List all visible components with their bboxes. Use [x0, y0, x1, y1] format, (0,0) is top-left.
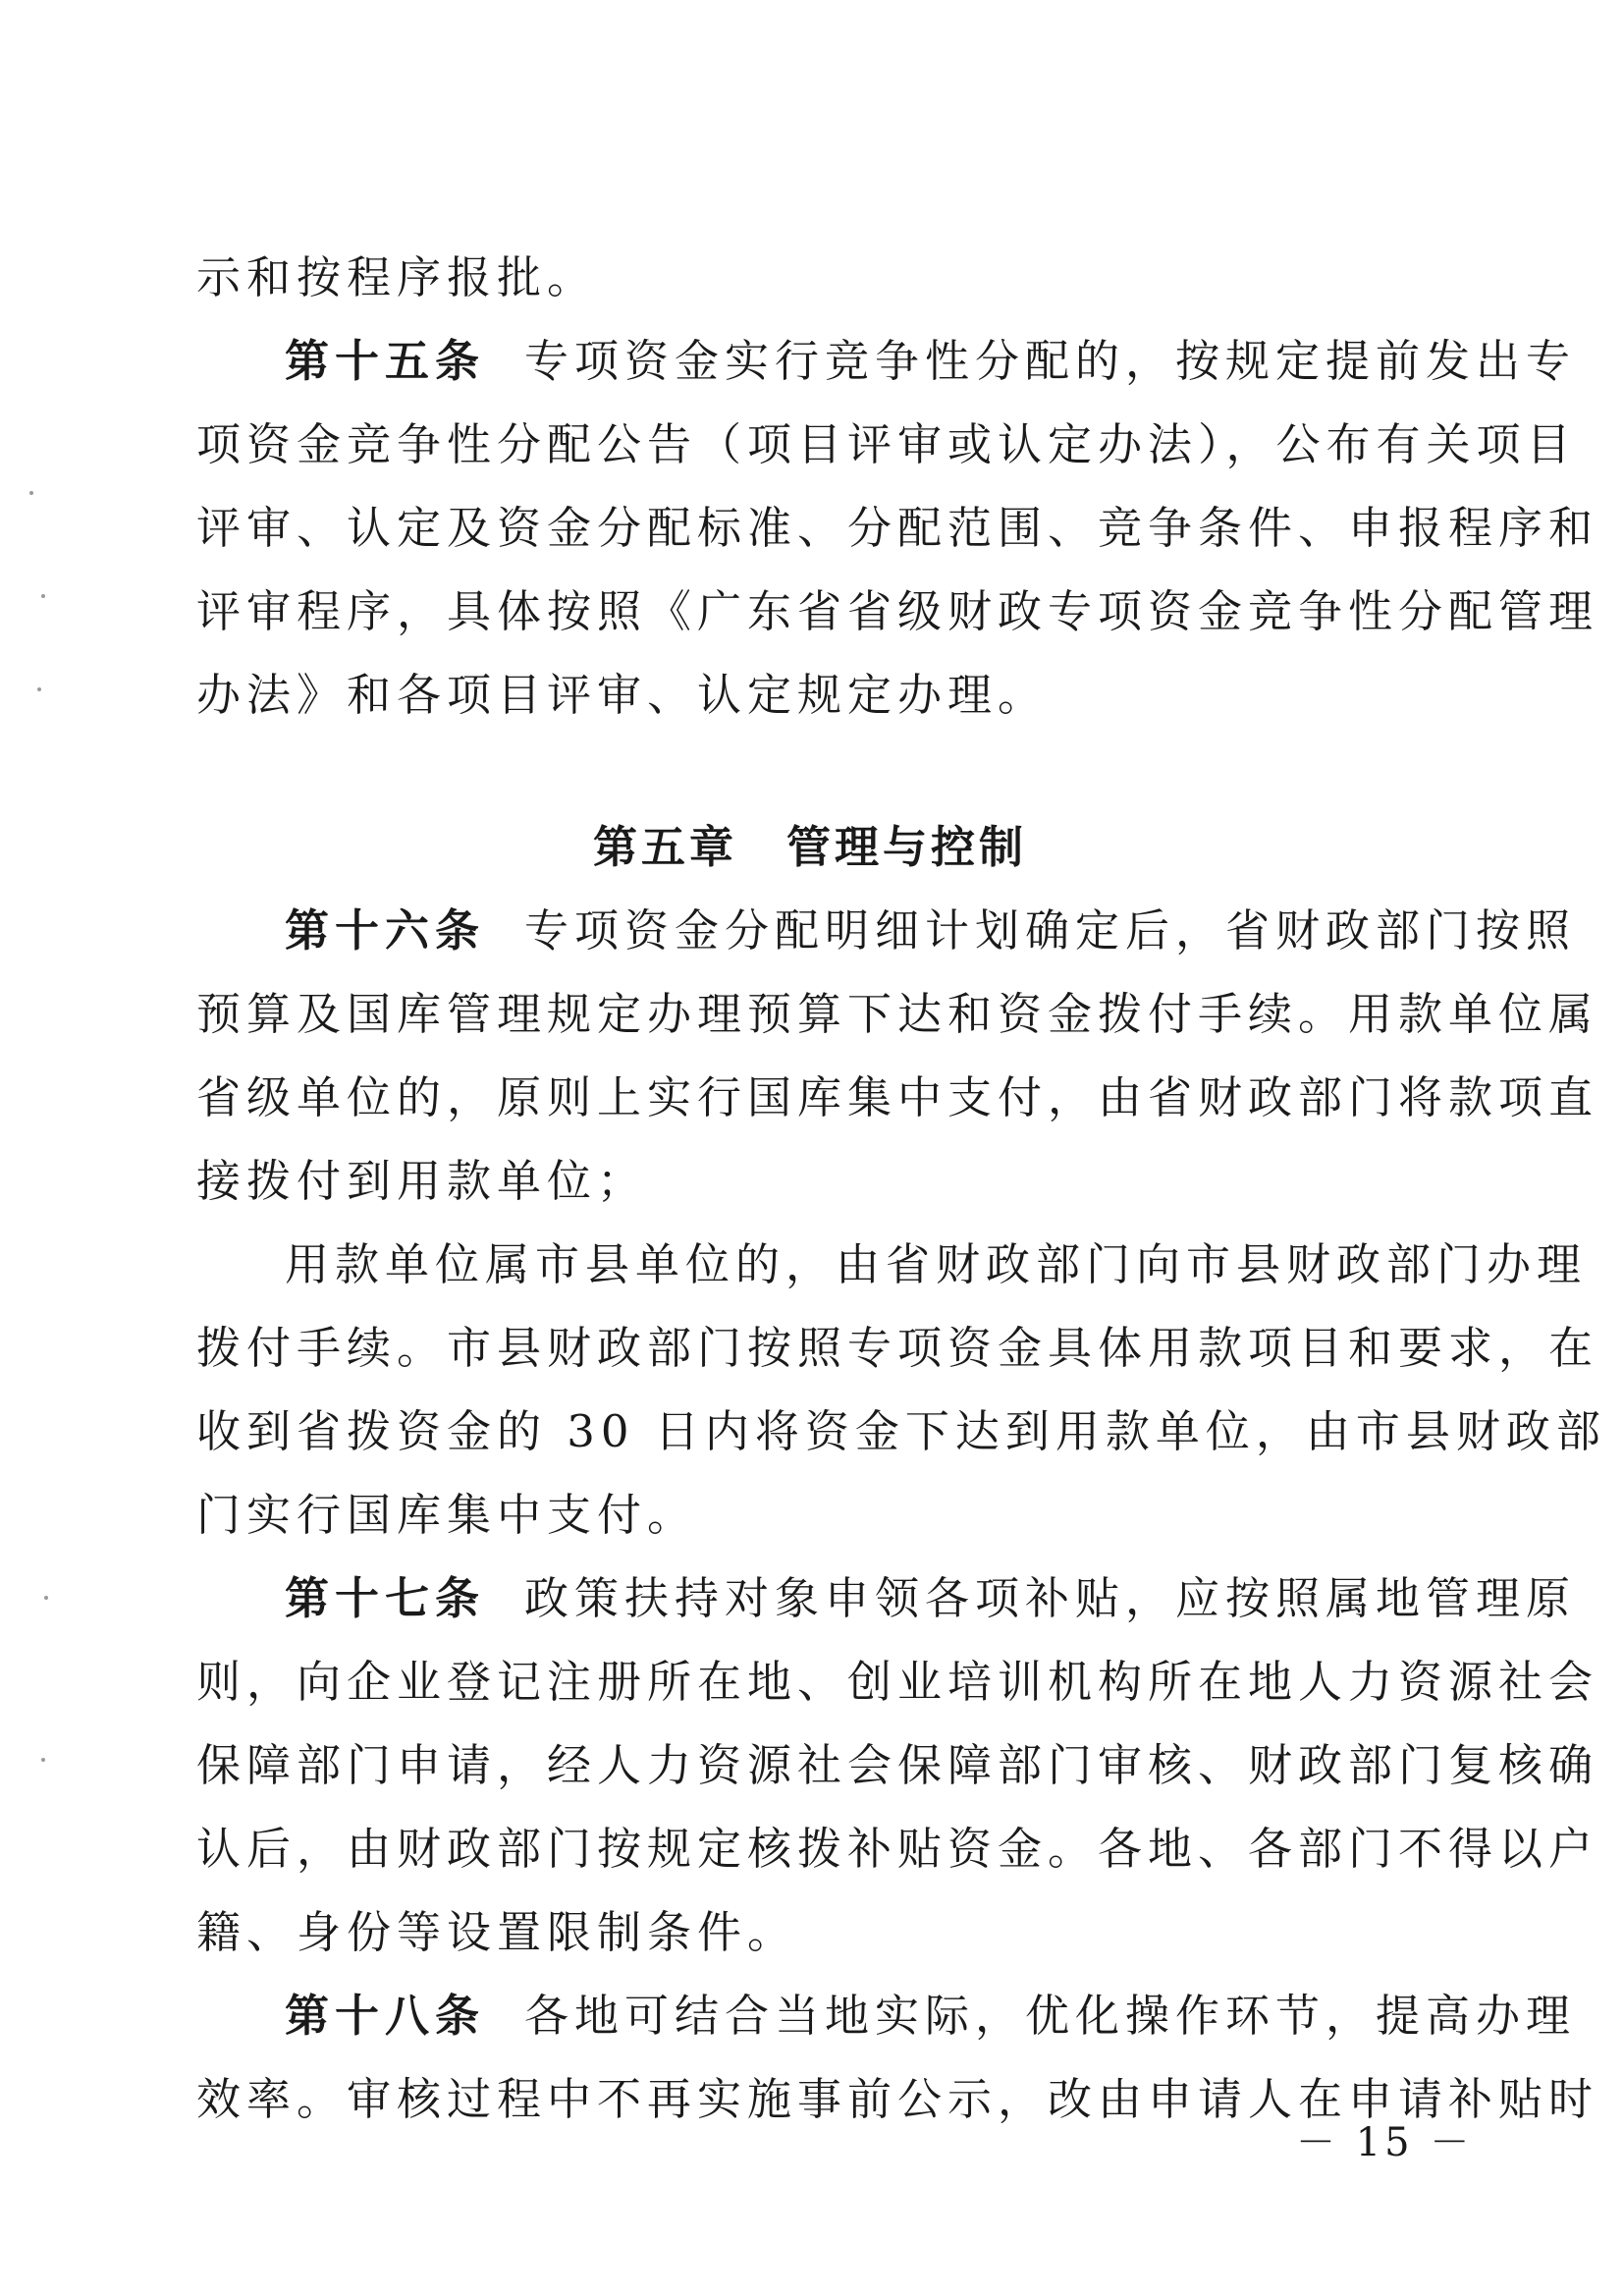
text-line: 评审程序，具体按照《广东省省级财政专项资金竞争性分配管理	[196, 585, 1599, 637]
text-line: 省级单位的，原则上实行国库集中支付，由省财政部门将款项直	[196, 1071, 1599, 1123]
text-line: 则，向企业登记注册所在地、创业培训机构所在地人力资源社会	[196, 1656, 1599, 1708]
article-18-first-line	[196, 1974, 1577, 2057]
chapter-title: 管理与控制	[786, 821, 1028, 873]
scan-speck	[29, 491, 33, 495]
text-line: 门实行国库集中支付。	[196, 1489, 698, 1541]
text-line: 认后，由财政部门按规定核拨补贴资金。各地、各部门不得以户	[196, 1823, 1599, 1875]
scan-speck	[44, 1596, 48, 1600]
text-line: 收到省拨资金的 30 日内将资金下达到用款单位，由市县财政部	[196, 1405, 1606, 1457]
text-line: 用款单位属市县单位的，由省财政部门向市县财政部门办理	[285, 1238, 1588, 1290]
article-16-text: 专项资金分配明细计划确定后，省财政部门按照	[524, 904, 1577, 957]
text-line: 预算及国库管理规定办理预算下达和资金拨付手续。用款单位属	[196, 988, 1599, 1040]
scan-speck	[37, 687, 41, 691]
text-line: 办法》和各项目评审、认定规定办理。	[196, 669, 1049, 721]
text-line: 籍、身份等设置限制条件。	[196, 1906, 798, 1958]
text-line: 效率。审核过程中不再实施事前公示，改由申请人在申请补贴时	[196, 2073, 1599, 2125]
article-17-label: 第十七条	[285, 1572, 486, 1624]
article-15-label: 第十五条	[285, 335, 486, 387]
text-line: 接拨付到用款单位；	[196, 1155, 648, 1207]
document-page	[196, 236, 1606, 2141]
text-line: 评审、认定及资金分配标准、分配范围、竞争条件、申报程序和	[196, 502, 1599, 554]
article-15-text: 专项资金实行竞争性分配的，按规定提前发出专	[524, 335, 1577, 387]
scan-speck	[41, 1758, 45, 1762]
scan-speck	[41, 594, 45, 598]
article-18-label: 第十八条	[285, 1990, 486, 2042]
page-number: － 15 －	[1296, 2120, 1474, 2165]
chapter-number: 第五章	[592, 821, 737, 873]
article-17-text: 政策扶持对象申领各项补贴，应按照属地管理原	[524, 1572, 1577, 1624]
article-17-first-line	[196, 1557, 1577, 1640]
text-line: 拨付手续。市县财政部门按照专项资金具体用款项目和要求，在	[196, 1322, 1599, 1374]
text-line: 示和按程序报批。	[196, 251, 598, 303]
chapter-heading	[196, 805, 1424, 889]
text-line: 项资金竞争性分配公告（项目评审或认定办法），公布有关项目	[196, 418, 1577, 470]
text-line: 保障部门申请，经人力资源社会保障部门审核、财政部门复核确	[196, 1739, 1599, 1791]
article-15-first-line	[196, 319, 1577, 403]
article-18-text: 各地可结合当地实际，优化操作环节，提高办理	[524, 1990, 1577, 2042]
article-16-label: 第十六条	[285, 904, 486, 957]
article-16-first-line	[196, 889, 1577, 972]
